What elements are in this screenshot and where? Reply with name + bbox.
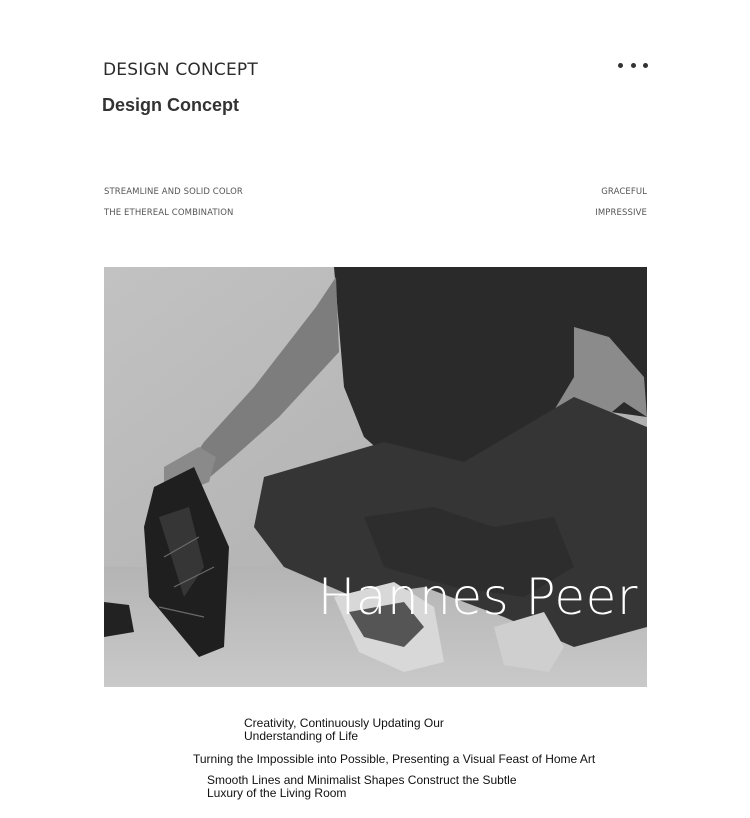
dot: [631, 63, 636, 68]
more-options-icon[interactable]: [618, 60, 648, 70]
hero-photo: [104, 267, 647, 687]
dot: [618, 63, 623, 68]
tagline-left-1: STREAMLINE AND SOLID COLOR: [104, 187, 243, 197]
page-title: Design Concept: [102, 95, 240, 115]
dot: [643, 63, 648, 68]
tagline-right-2: IMPRESSIVE: [595, 208, 647, 218]
caption-3: Smooth Lines and Minimalist Shapes Construct the Subtle Luxury of the Living Room: [207, 773, 517, 800]
hero-name: Hannes Peer: [317, 568, 638, 626]
section-label: DESIGN CONCEPT: [103, 60, 258, 80]
caption-1: Creativity, Continuously Updating Our Understanding of Life: [244, 716, 444, 743]
caption-2: Turning the Impossible into Possible, Presenting a Visual Feast of Home Art: [193, 752, 596, 766]
tagline-right-1: GRACEFUL: [601, 187, 647, 197]
tagline-left-2: THE ETHEREAL COMBINATION: [104, 208, 234, 218]
